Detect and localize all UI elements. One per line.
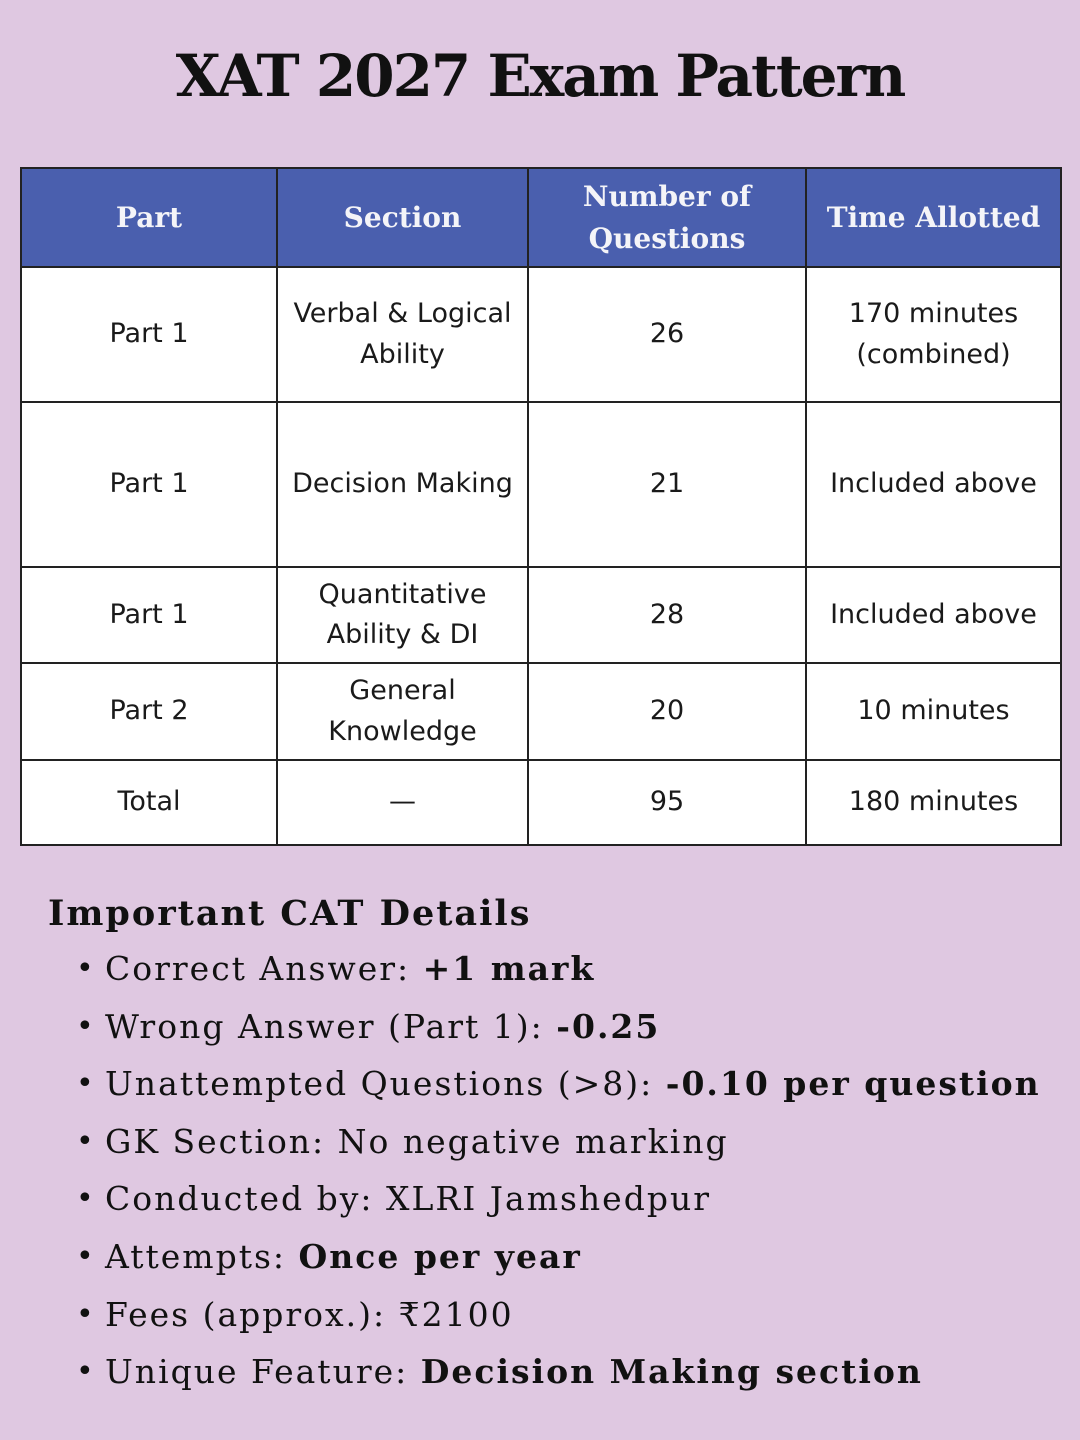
cell-section: Verbal & Logical Ability [277,267,528,402]
cell-time: 10 minutes [806,663,1061,760]
list-item [48,1055,1058,1113]
list-item [48,1343,1058,1401]
item-label: Conducted by: XLRI Jamshedpur [105,1179,711,1219]
cell-questions: 28 [528,567,806,663]
item-label: Attempts: [105,1236,299,1276]
table-row [21,402,1061,567]
item-value: -0.10 per question [665,1064,1041,1104]
item-value: Decision Making section [420,1352,923,1392]
bullet-icon: • [76,1296,96,1332]
table-total-row [21,760,1061,845]
cell-section: Quantitative Ability & DI [277,567,528,663]
cell-questions: 95 [528,760,806,845]
details-section [48,893,1058,1401]
item-value: -0.25 [556,1006,661,1046]
table-row [21,567,1061,663]
cell-questions: 26 [528,267,806,402]
cell-part: Part 1 [21,567,277,663]
page-title: XAT 2027 Exam Pattern [175,42,905,110]
table-header-row [21,168,1061,267]
item-label: Wrong Answer (Part 1): [105,1006,557,1046]
item-label: Fees (approx.): ₹2100 [105,1294,514,1334]
header-section: Section [277,168,528,267]
exam-pattern-table [20,167,1062,846]
list-item [48,940,1058,998]
cell-time: 170 minutes (combined) [806,267,1061,402]
list-item [48,1170,1058,1228]
bullet-icon: • [76,951,96,986]
details-list [48,940,1058,1401]
cell-part: Part 2 [21,663,277,760]
table-row [21,663,1061,760]
cell-section: Decision Making [277,402,528,567]
cell-time: 180 minutes [806,760,1061,845]
header-time-allotted: Time Allotted [806,168,1061,267]
cell-part: Part 1 [21,402,277,567]
cell-time: Included above [806,402,1061,567]
cell-part: Part 1 [21,267,277,402]
list-item [48,1286,1058,1344]
details-heading: Important CAT Details [48,893,532,934]
header-part: Part [21,168,277,267]
cell-questions: 21 [528,402,806,567]
cell-questions: 20 [528,663,806,760]
list-item [48,1228,1058,1286]
cell-section: — [277,760,528,845]
bullet-icon: • [76,1354,96,1390]
item-value: +1 mark [422,949,596,988]
bullet-icon: • [76,1238,96,1274]
item-label: Unattempted Questions (>8): [105,1064,666,1104]
list-item [48,998,1058,1056]
header-number-of-questions: Number of Questions [528,168,806,267]
item-label: Correct Answer: [105,949,423,988]
cell-section: General Knowledge [277,663,528,760]
cell-time: Included above [806,567,1061,663]
table-row [21,267,1061,402]
item-value: Once per year [298,1236,582,1276]
item-label: Unique Feature: [105,1352,421,1392]
bullet-icon: • [76,1181,96,1217]
list-item [48,1113,1058,1171]
cell-part: Total [21,760,277,845]
bullet-icon: • [76,1066,96,1102]
bullet-icon: • [76,1123,96,1159]
item-label: GK Section: No negative marking [105,1121,729,1161]
bullet-icon: • [76,1008,96,1044]
